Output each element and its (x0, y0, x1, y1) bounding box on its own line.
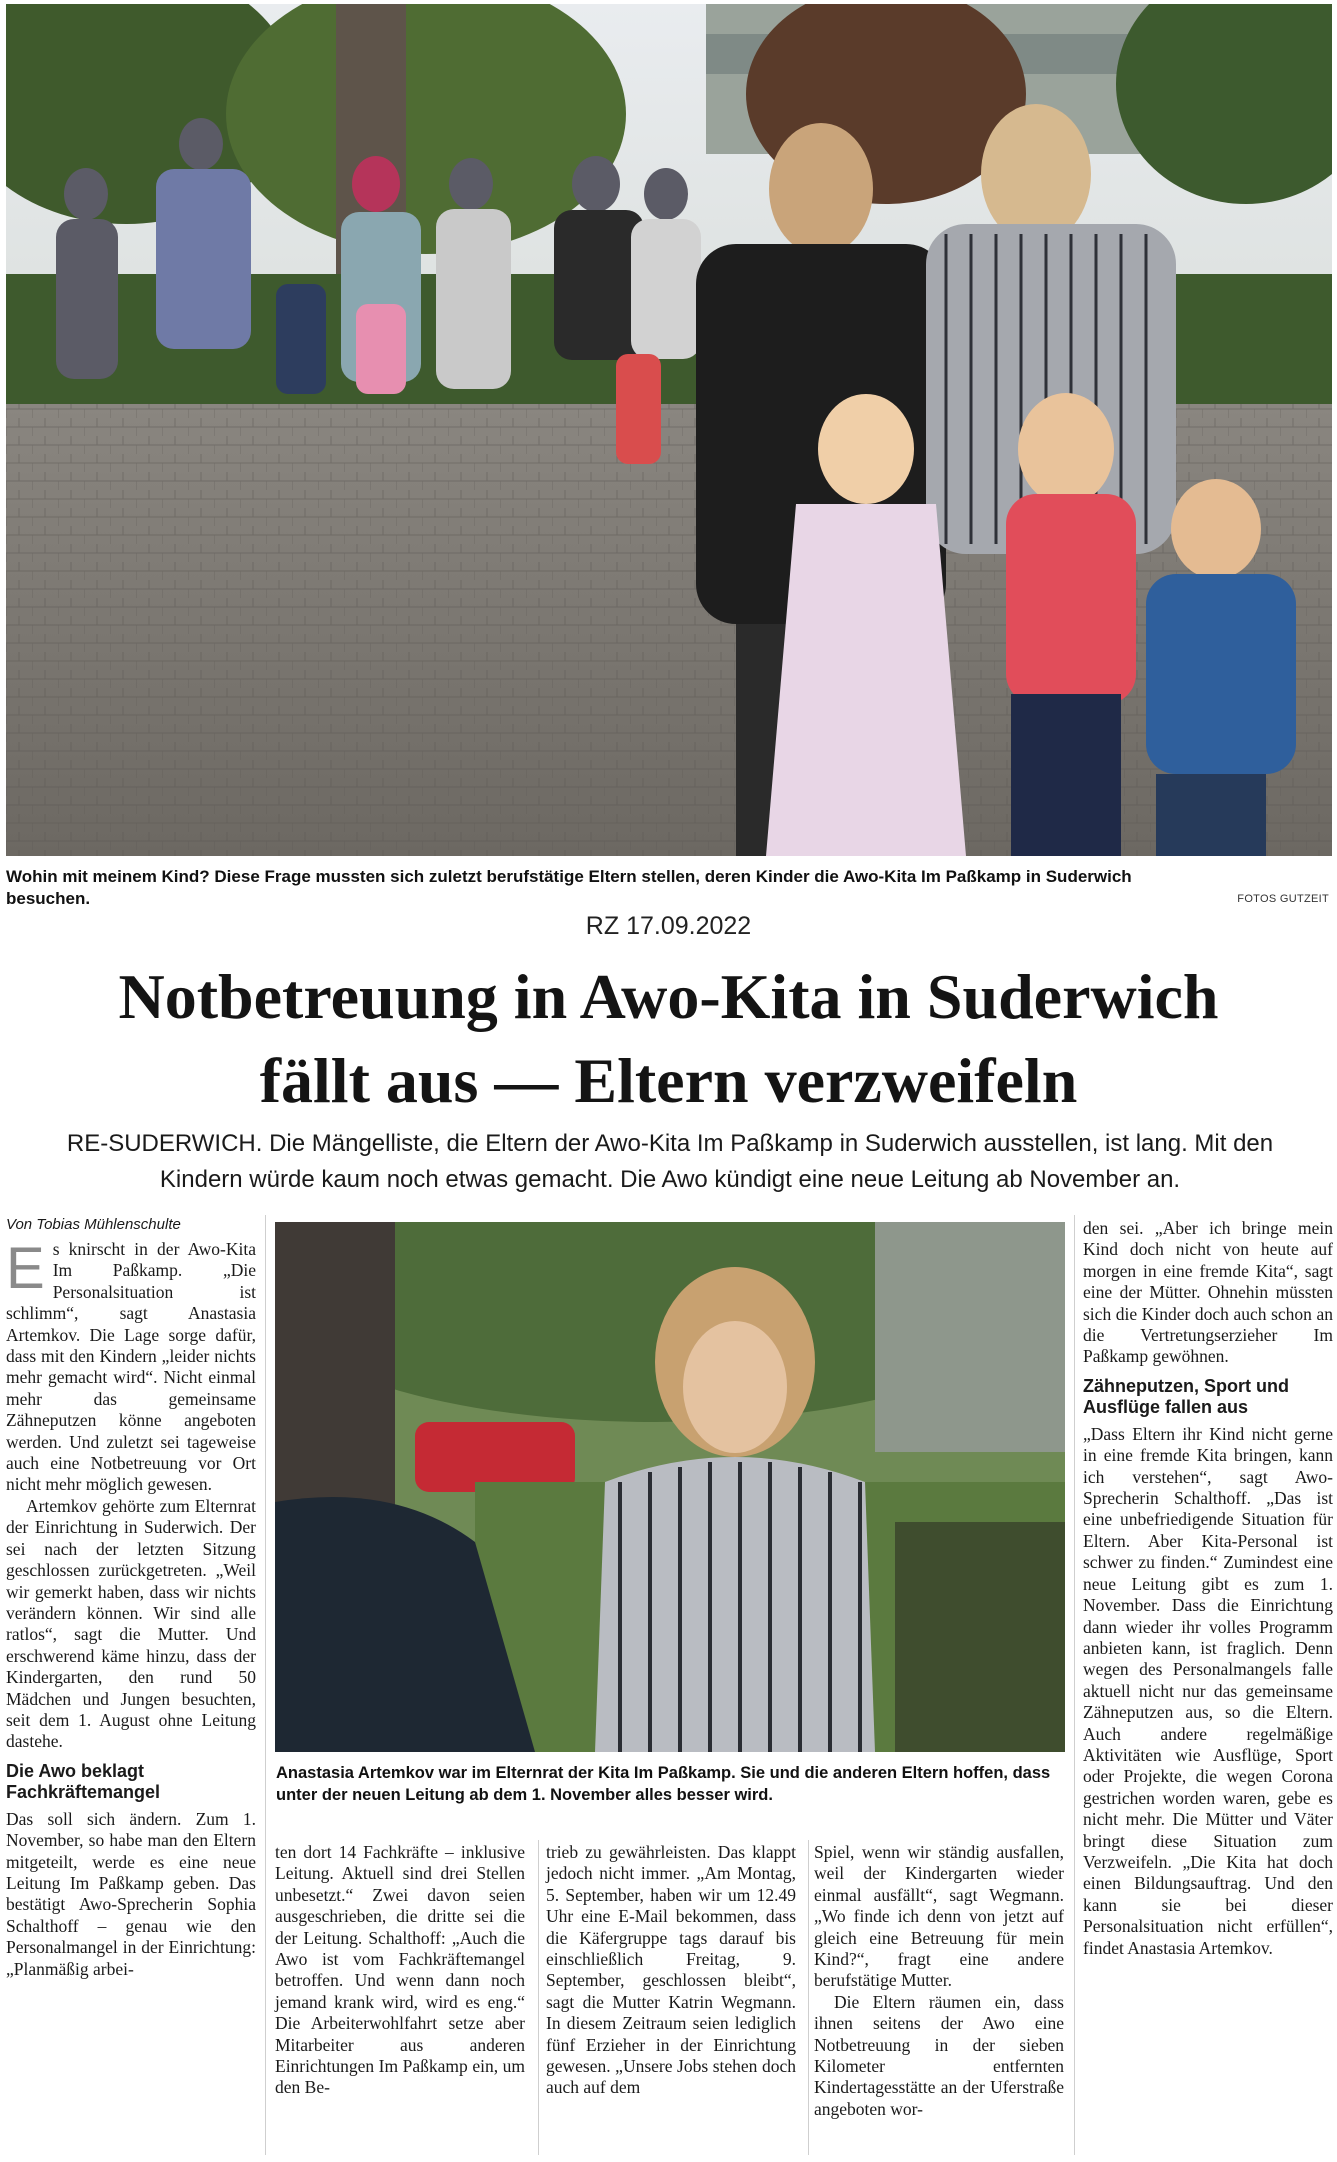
column-divider (265, 1215, 266, 2155)
lead-text: Die Mängelliste, die Eltern der Awo-Kita Im Paßkamp in Suderwich ausstellen, ist lang. Mit den Kindern würde kaum noch etwas gemacht. Die Awo kündigt eine neue Leitung ab November an. (159, 1130, 1274, 1193)
top-photo-caption-text: Wohin mit meinem Kind? Diese Frage mussten sich zuletzt berufstätige Eltern stellen, deren Kinder die Awo-Kita Im Paßkamp in Suderwich besuchen. (6, 867, 1132, 908)
headline-line-2: fällt aus — Eltern verzweifeln (259, 1045, 1078, 1116)
headline (0, 955, 1337, 1123)
photo-credit: FOTOS GUTZEIT (1237, 893, 1329, 905)
article-column-3 (546, 1842, 796, 2099)
article-paragraph-text: s knirscht in der Awo-Kita Im Paßkamp. „Die Personalsituation ist schlimm“, sagt Anastasia Artemkov. Die Lage sorge dafür, dass mit den Kindern „leider nichts mehr gemacht wird“. Nicht einmal mehr das gemeinsame Zähneputzen könne angeboten werden. Und zuletzt sei tageweise auch eine Notbetreuung vor Ort nicht mehr möglich gewesen. (6, 1239, 256, 1495)
inline-photo-caption (276, 1762, 1061, 1806)
article-paragraph: Das soll sich ändern. Zum 1. November, so habe man den Eltern mitgeteilt, werde es eine neue Leitung Im Paßkamp geben. Das bestätigt Awo-Sprecherin Sophia Schalthoff – genau wie den Personalmangel in der Einrichtung: „Planmäßig arbei- (6, 1808, 256, 1979)
lead-place: RE-SUDERWICH. (66, 1130, 263, 1157)
article-paragraph: Die Eltern räumen ein, dass ihnen seitens der Awo eine Notbetreuung in der sieben Kilometer entfernten Kindertagesstätte an der Uferstraße angeboten wor- (814, 1991, 1064, 2119)
column-divider (1074, 1215, 1075, 2155)
article-paragraph: den sei. „Aber ich bringe mein Kind doch nicht von heute auf morgen in eine fremde Kita“, sagt eine der Mütter. Ohnehin müssten sich die Kinder doch auch schon an die Vertretungserzieher Im Paßkamp gewöhnen. (1083, 1218, 1333, 1367)
article-paragraph: Artemkov gehörte zum Elternrat der Einrichtung in Suderwich. Der sei nach der letzten Sitzung geschlossen zurückgetreten. „Weil wir gemerkt haben, dass wir nichts verändern können. Wir sind alle ratlos“, sagt die Mutter. Und erschwerend käme hinzu, dass der Kindergarten, den rund 50 Mädchen und Jungen besuchten, seit dem 1. August ohne Leitung dastehe. (6, 1495, 256, 1752)
article-paragraph: Spiel, wenn wir ständig ausfallen, weil der Kindergarten wieder einmal ausfällt“, sagt Wegmann. „Wo finde ich denn von jetzt auf gleich eine Betreuung für mein Kind?“, fragt eine andere berufstätige Mutter. (814, 1842, 1064, 1991)
article-column-4 (814, 1842, 1064, 2120)
article-paragraph (6, 1236, 256, 1496)
subheading: Zähneputzen, Sport und Ausflüge fallen aus (1083, 1375, 1289, 1417)
column-divider (808, 1840, 809, 2155)
inline-portrait-photo (275, 1222, 1065, 1752)
drop-cap: E (6, 1236, 45, 1301)
column-divider (538, 1840, 539, 2155)
headline-line-1: Notbetreuung in Awo-Kita in Suderwich (118, 961, 1219, 1032)
inline-photo-caption-text: Anastasia Artemkov war im Elternrat der Kita Im Paßkamp. Sie und die anderen Eltern hoffen, dass unter der neuen Leitung ab dem 1. November alles besser wird. (276, 1764, 1051, 1804)
top-photo-caption (6, 866, 1206, 910)
article-paragraph: „Dass Eltern ihr Kind nicht gerne in eine fremde Kita bringen, kann ich verstehen“, sagt Awo-Sprecherin Schalthoff. „Das ist eine unbefriedigende Situation für Eltern. Aber Kita-Personal ist schwer zu finden.“ Zumindest eine neue Leitung gibt es zum 1. November. Dass die Einrichtung dann wieder ihr volles Programm anbieten kann, ist fraglich. Denn wegen des Personalmangels falle aktuell nicht nur das gemeinsame Zähneputzen aus, so die Eltern. Auch andere regelmäßige Aktivitäten wie Ausflüge, Sport oder Projekte, die wegen Corona gestrichen worden waren, gebe es nicht mehr. Die Mütter und Väter bringt diese Situation zum Verzweifeln. „Die Kita hat doch einen Bildungsauftrag. Und den kann sie bei dieser Personalsituation nicht erfüllen“, findet Anastasia Artemkov. (1083, 1423, 1333, 1958)
article-paragraph: ten dort 14 Fachkräfte – inklusive Leitung. Aktuell sind drei Stellen unbesetzt.“ Zwei davon seien ausgeschrieben, die dritte sei die der Leitung. Schalthoff: „Auch die Awo ist vom Fachkräftemangel betroffen. Und wenn dann noch jemand krank wird, wird es eng.“ Die Arbeiterwohlfahrt setze aber Mitarbeiter aus anderen Einrichtungen Im Paßkamp ein, um den Be- (275, 1842, 525, 2098)
top-group-photo (6, 4, 1332, 856)
lead-paragraph (40, 1126, 1300, 1198)
article-column-2 (275, 1842, 525, 2099)
article-paragraph: trieb zu gewährleisten. Das klappt jedoch nicht immer. „Am Montag, 5. September, haben wir um 12.49 Uhr eine E-Mail bekommen, dass die Käfergruppe tags darauf bis einschließlich Freitag, 9. September, geschlossen bleibt“, sagt die Mutter Katrin Wegmann. In diesem Zeitraum seien lediglich fünf Erzieher in der Einrichtung gewesen. „Unsere Jobs stehen doch auch auf dem (546, 1842, 796, 2098)
byline: Von Tobias Mühlenschulte (6, 1216, 181, 1233)
article-column-5 (1083, 1218, 1333, 1959)
dateline: RZ 17.09.2022 (585, 912, 752, 940)
subheading: Die Awo beklagt Fachkräftemangel (6, 1760, 161, 1802)
article-column-1 (6, 1215, 256, 1980)
